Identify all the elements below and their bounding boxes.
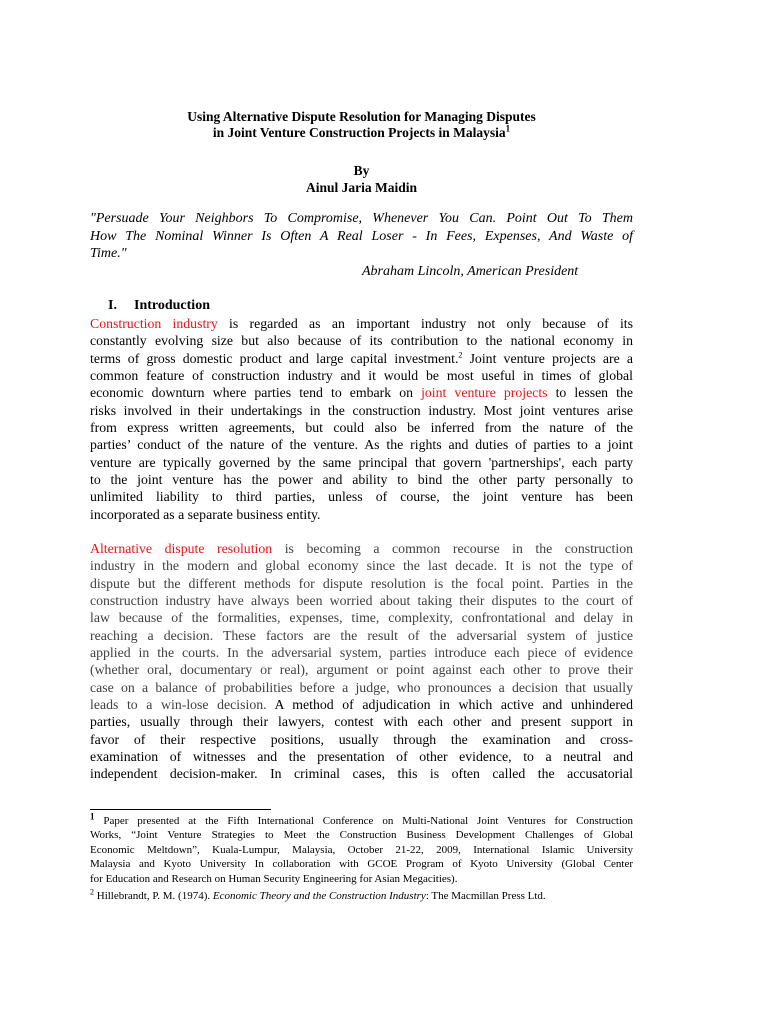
- text-line: venture are typically governed by the same principal that govern 'partnerships', each party: [90, 454, 633, 470]
- text-line: parties, usually through their lawyers, contest with each other and present support in: [90, 714, 633, 730]
- text-line: parties’ conduct of the nature of the venture. As the rights and duties of parties to a joint: [90, 437, 633, 453]
- text-line: case on a balance of probabilities before a judge, who pronounces a decision that usually: [90, 679, 633, 695]
- text-line: incorporated as a separate business entity.: [90, 506, 321, 522]
- text-line: [90, 315, 633, 332]
- text-span: Hillebrandt, P. M. (1974).: [94, 890, 213, 902]
- text-line: favor of their respective positions, usually through the examination and cross-: [90, 731, 633, 747]
- footnote-2: [90, 889, 633, 903]
- cited-book-title: Economic Theory and the Construction Industry: [212, 890, 426, 902]
- text-line: unlimited liability to third parties, unless of course, the joint venture has been: [90, 489, 633, 505]
- link-alternative-dispute-resolution[interactable]: Alternative dispute resolution: [90, 541, 273, 556]
- text-line: [90, 350, 633, 367]
- text-span: leads to a win-lose decision.: [90, 697, 275, 713]
- text-line: [90, 384, 633, 401]
- epigraph-line: Time.": [90, 246, 127, 261]
- text-span: is regarded as an important industry not only because of its: [217, 316, 633, 331]
- text-span: economic downturn where parties tend to embark on: [90, 385, 422, 401]
- text-line: independent decision-maker. In criminal cases, this is often called the accusatorial: [90, 766, 633, 782]
- paragraph-introduction: [90, 315, 633, 523]
- text-line: industry in the modern and global economy since the last decade. It is not the type of: [90, 558, 633, 574]
- footnote-mark-1: 1: [90, 811, 95, 822]
- text-span: is becoming a common recourse in the construction: [272, 541, 633, 556]
- footnote-line: Economic Meltdown”, Kuala-Lumpur, Malaysia, October 21-22, 2009, International Islamic University: [90, 843, 633, 856]
- text-line: [90, 696, 633, 713]
- footnote-mark-2: 2: [90, 887, 94, 897]
- text-line: common feature of construction industry and it would be most useful in times of global: [90, 368, 633, 384]
- text-line: (whether oral, documentary or real), argument or point against each other to prove their: [90, 662, 633, 678]
- text-line: constantly evolving size but also because of its contribution to the national economy in: [90, 333, 633, 349]
- section-number: I.: [108, 298, 117, 313]
- epigraph-attribution: Abraham Lincoln, American President: [362, 264, 579, 279]
- text-line: applied in the courts. In the adversarial system, parties introduce each piece of evidence: [90, 645, 633, 661]
- text-line: [90, 540, 633, 557]
- footnote-line: [90, 811, 633, 828]
- title-text: in Joint Venture Construction Projects in Malaysia: [212, 125, 506, 140]
- text-line: examination of witnesses and the presentation of other evidence, to a neutral and: [90, 749, 633, 765]
- section-heading: [108, 297, 210, 314]
- epigraph-line: How The Nominal Winner Is Often A Real Loser - In Fees, Expenses, And Waste of: [90, 228, 633, 244]
- link-joint-venture-projects[interactable]: joint venture projects: [421, 385, 548, 401]
- text-span: terms of gross domestic product and large capital investment.: [90, 350, 459, 366]
- text-line: risks involved in their undertakings in the construction industry. Most joint ventures arise: [90, 402, 633, 418]
- text-line: construction industry have always been worried about taking their disputes to the court of: [90, 593, 633, 609]
- byline-by: By: [353, 163, 370, 178]
- text-span: Paper presented at the Fifth International Conference on Multi-National Joint Ventures for Construction: [94, 815, 633, 827]
- footnote-divider: [90, 809, 271, 810]
- epigraph-quote: [90, 210, 633, 263]
- text-line: law because of the formalities, expenses, time, complexity, confrontational and delay in: [90, 610, 633, 626]
- footnote-1: [90, 811, 633, 886]
- text-line: from express written agreements, but could also be inferred from the nature of the: [90, 420, 633, 436]
- document-title-line2: [90, 124, 633, 141]
- text-line: to the joint venture has the power and ability to bind the other party personally to: [90, 472, 633, 488]
- text-span: Joint venture projects are a: [462, 350, 633, 366]
- footnote-line: [90, 889, 633, 903]
- text-line: reaching a decision. These factors are the result of the adversarial system of justice: [90, 627, 633, 643]
- author-name: Ainul Jaria Maidin: [305, 180, 418, 195]
- text-line: dispute but the different methods for dispute resolution is the focal point. Parties in the: [90, 575, 633, 591]
- text-span: : The Macmillan Press Ltd.: [425, 890, 546, 902]
- document-title-line1: Using Alternative Dispute Resolution for Managing Disputes: [187, 109, 536, 124]
- footnote-line: Works, “Joint Venture Strategies to Meet the Construction Business Development Challenges of Global: [90, 829, 633, 842]
- text-span: to lessen the: [547, 385, 633, 401]
- text-span: A method of adjudication in which active and unhindered: [274, 697, 633, 713]
- title-footnote-mark[interactable]: 1: [505, 123, 511, 134]
- section-title: Introduction: [134, 298, 210, 313]
- epigraph-line: "Persuade Your Neighbors To Compromise, Whenever You Can. Point Out To Them: [90, 211, 633, 226]
- paragraph-adr: [90, 540, 633, 783]
- footnote-line: for Education and Research on Human Security Engineering for Asian Megacities).: [90, 872, 458, 885]
- footnote-ref-2[interactable]: 2: [458, 350, 463, 360]
- footnote-line: Malaysia and Kyoto University In collaboration with GCOE Program of Kyoto University (Global Center: [90, 858, 633, 871]
- link-construction-industry[interactable]: Construction industry: [90, 316, 218, 331]
